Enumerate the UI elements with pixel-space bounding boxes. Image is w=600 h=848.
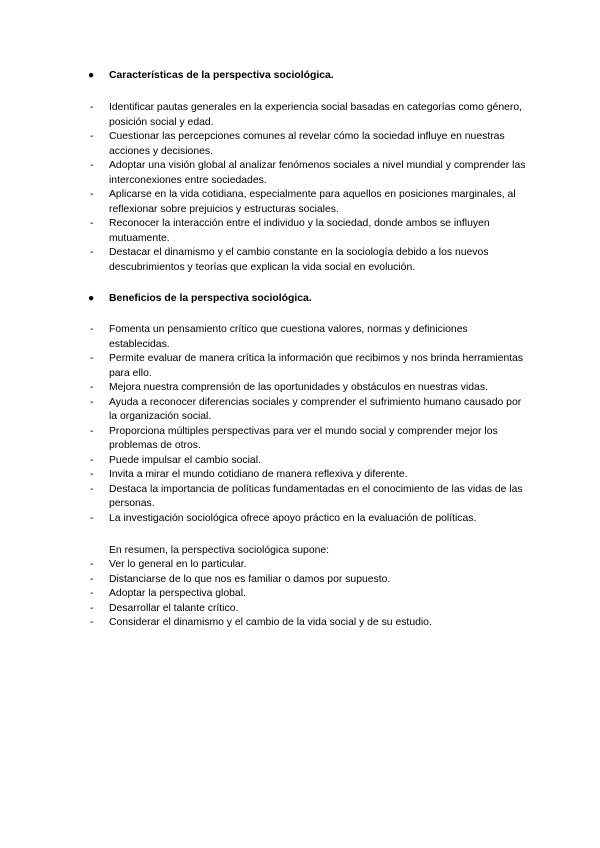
- list-item: - La investigación sociológica ofrece apoyo práctico en la evaluación de políticas.: [88, 512, 528, 527]
- dash-icon: -: [90, 469, 94, 480]
- dash-icon: -: [90, 588, 94, 599]
- list-item: - Cuestionar las percepciones comunes al revelar cómo la sociedad influye en nuestras acciones y decisiones.: [90, 131, 505, 157]
- summary-intro: En resumen, la perspectiva sociológica supone:: [109, 545, 330, 556]
- bullet-icon: ●: [88, 70, 95, 81]
- list-item: - Mejora nuestra comprensión de las oportunidades y obstáculos en nuestras vidas.: [88, 381, 528, 396]
- dash-icon: -: [90, 102, 94, 113]
- dash-icon: -: [90, 573, 94, 585]
- list-item: - Considerar el dinamismo y el cambio de la vida social y de su estudio.: [88, 616, 528, 631]
- list-item: - Desarrollar el talante crítico.: [88, 602, 528, 617]
- list-item: - Identificar pautas generales en la experiencia social basadas en categorías como género, posición social y edad.: [90, 102, 522, 128]
- list-item: - Distanciarse de lo que nos es familiar o damos por supuesto.: [88, 573, 528, 588]
- list-item: - Fomenta un pensamiento crítico que cuestiona valores, normas y definiciones establecidas.: [90, 324, 468, 350]
- dash-icon: -: [90, 353, 94, 364]
- dash-icon: -: [90, 512, 94, 524]
- list-item: - Invita a mirar el mundo cotidiano de manera reflexiva y diferente.: [88, 468, 528, 483]
- list-item: - Destacar el dinamismo y el cambio constante en la sociología debido a los nuevos descubrimientos y teorías que explican la vida social en evolución.: [90, 247, 489, 273]
- dash-icon: -: [90, 189, 94, 200]
- dash-icon: -: [90, 396, 94, 408]
- list-item: - Proporciona múltiples perspectivas para ver el mundo social y comprender mejor los problemas de otros.: [90, 425, 498, 451]
- list-item: - Adoptar una visión global al analizar fenómenos sociales a nivel mundial y comprender las interconexiones entre sociedades.: [90, 160, 526, 186]
- dash-icon: -: [90, 617, 94, 628]
- dash-icon: -: [90, 218, 94, 229]
- list-item: - Ayuda a reconocer diferencias sociales y comprender el sufrimiento humano causado por la organización social.: [90, 396, 522, 422]
- dash-icon: -: [90, 559, 94, 570]
- list-item: - Aplicarse en la vida cotidiana, especialmente para aquellos en posiciones marginales, al reflexionar sobre prejuicios y estructuras sociales.: [90, 189, 516, 215]
- caracteristicas-list: [88, 101, 528, 275]
- dash-icon: -: [90, 324, 94, 335]
- dash-icon: -: [90, 131, 94, 142]
- list-item: - Permite evaluar de manera crítica la información que recibimos y nos brinda herramientas para ello.: [90, 353, 524, 379]
- list-item: - Reconocer la interacción entre el individuo y la sociedad, donde ambos se influyen mutuamente.: [90, 218, 490, 244]
- beneficios-list: [88, 323, 528, 526]
- dash-icon: -: [90, 425, 94, 437]
- heading-text: Características de la perspectiva sociológica.: [109, 70, 334, 81]
- list-item: - Puede impulsar el cambio social.: [88, 454, 528, 469]
- summary-list: [88, 558, 528, 631]
- dash-icon: -: [90, 483, 94, 495]
- list-item: - Ver lo general en lo particular.: [88, 558, 528, 573]
- bullet-icon: ●: [88, 293, 95, 304]
- list-item: - Destaca la importancia de políticas fundamentadas en el conocimiento de las vidas de las personas.: [90, 483, 523, 509]
- heading-text: Beneficios de la perspectiva sociológica.: [109, 293, 312, 304]
- list-item: - Adoptar la perspectiva global.: [88, 587, 528, 602]
- dash-icon: -: [90, 454, 94, 466]
- dash-icon: -: [90, 382, 94, 393]
- dash-icon: -: [90, 160, 94, 171]
- dash-icon: -: [90, 247, 94, 258]
- dash-icon: -: [90, 602, 94, 614]
